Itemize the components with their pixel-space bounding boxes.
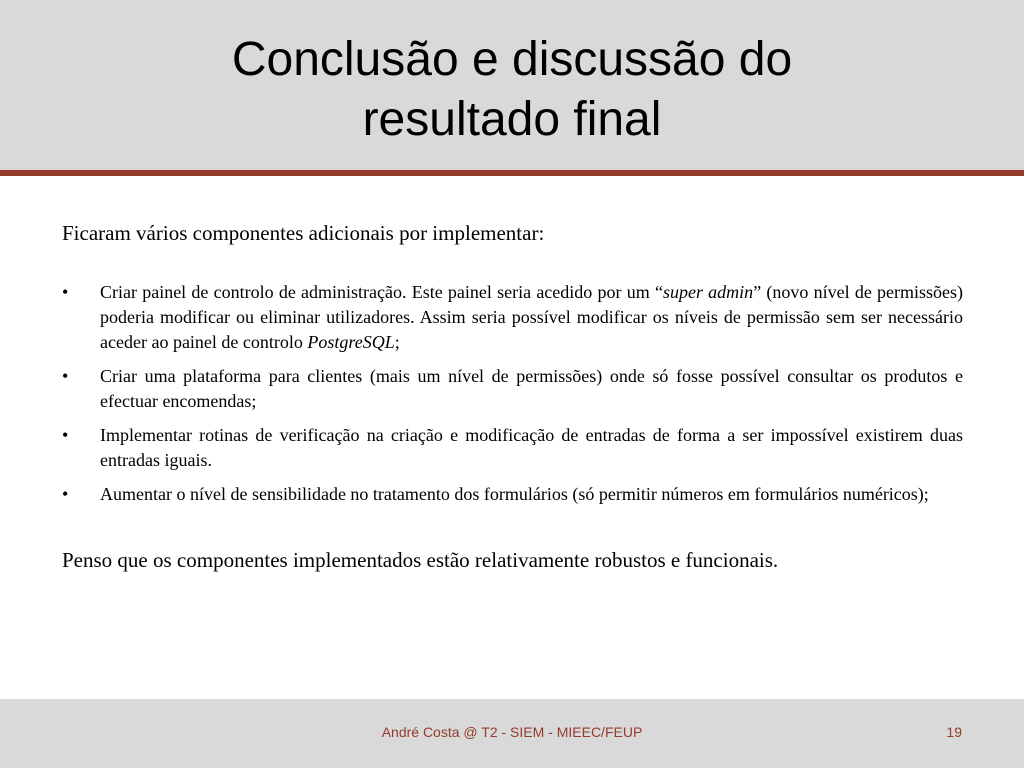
slide-body bbox=[62, 218, 963, 575]
intro-text: Ficaram vários componentes adicionais por implementar: bbox=[62, 221, 545, 245]
slide-title-line-2: resultado final bbox=[362, 93, 662, 146]
italic-term: PostgreSQL bbox=[307, 332, 395, 352]
slide-title-line-1: Conclusão e discussão do bbox=[231, 33, 793, 86]
bullet-item-client-platform bbox=[62, 364, 963, 414]
page-number: 19 bbox=[946, 724, 962, 740]
bullet-text-part: ; bbox=[394, 332, 400, 352]
bullet-text bbox=[100, 282, 963, 352]
bullet-text-part: ” (novo nível de permissões) poderia modificar ou eliminar utilizadores. Assim seria possível modificar os níveis de permissão sem ser necessário aceder ao painel de controlo bbox=[100, 282, 964, 352]
bullet-text: Criar uma plataforma para clientes (mais um nível de permissões) onde só fosse possível consultar os produtos e efectuar encomendas; bbox=[100, 366, 963, 411]
title-band bbox=[0, 0, 1024, 170]
bullet-icon: • bbox=[62, 425, 69, 445]
bullet-item-verification bbox=[62, 423, 963, 473]
bullet-text-part: Criar painel de controlo de administração. Este painel seria acedido por um “ bbox=[100, 282, 663, 302]
bullet-text: Implementar rotinas de verificação na criação e modificação de entradas de forma a ser impossível existirem duas entradas iguais. bbox=[100, 425, 963, 470]
bullet-icon: • bbox=[62, 282, 69, 302]
footer-band bbox=[0, 699, 1024, 768]
bullet-icon: • bbox=[62, 484, 69, 504]
bullet-text: Aumentar o nível de sensibilidade no tratamento dos formulários (só permitir números em formulários numéricos); bbox=[100, 484, 929, 504]
italic-term: super admin bbox=[662, 282, 754, 302]
bullet-item-form-sensitivity bbox=[62, 482, 963, 507]
conclusion-text: Penso que os componentes implementados estão relativamente robustos e funcionais. bbox=[62, 548, 779, 572]
slide-title bbox=[0, 30, 1024, 150]
title-divider bbox=[0, 170, 1024, 176]
bullet-item-admin-panel bbox=[62, 280, 963, 355]
bullet-list bbox=[62, 280, 963, 507]
footer-credit: André Costa @ T2 - SIEM - MIEEC/FEUP bbox=[381, 724, 643, 740]
bullet-icon: • bbox=[62, 366, 69, 386]
